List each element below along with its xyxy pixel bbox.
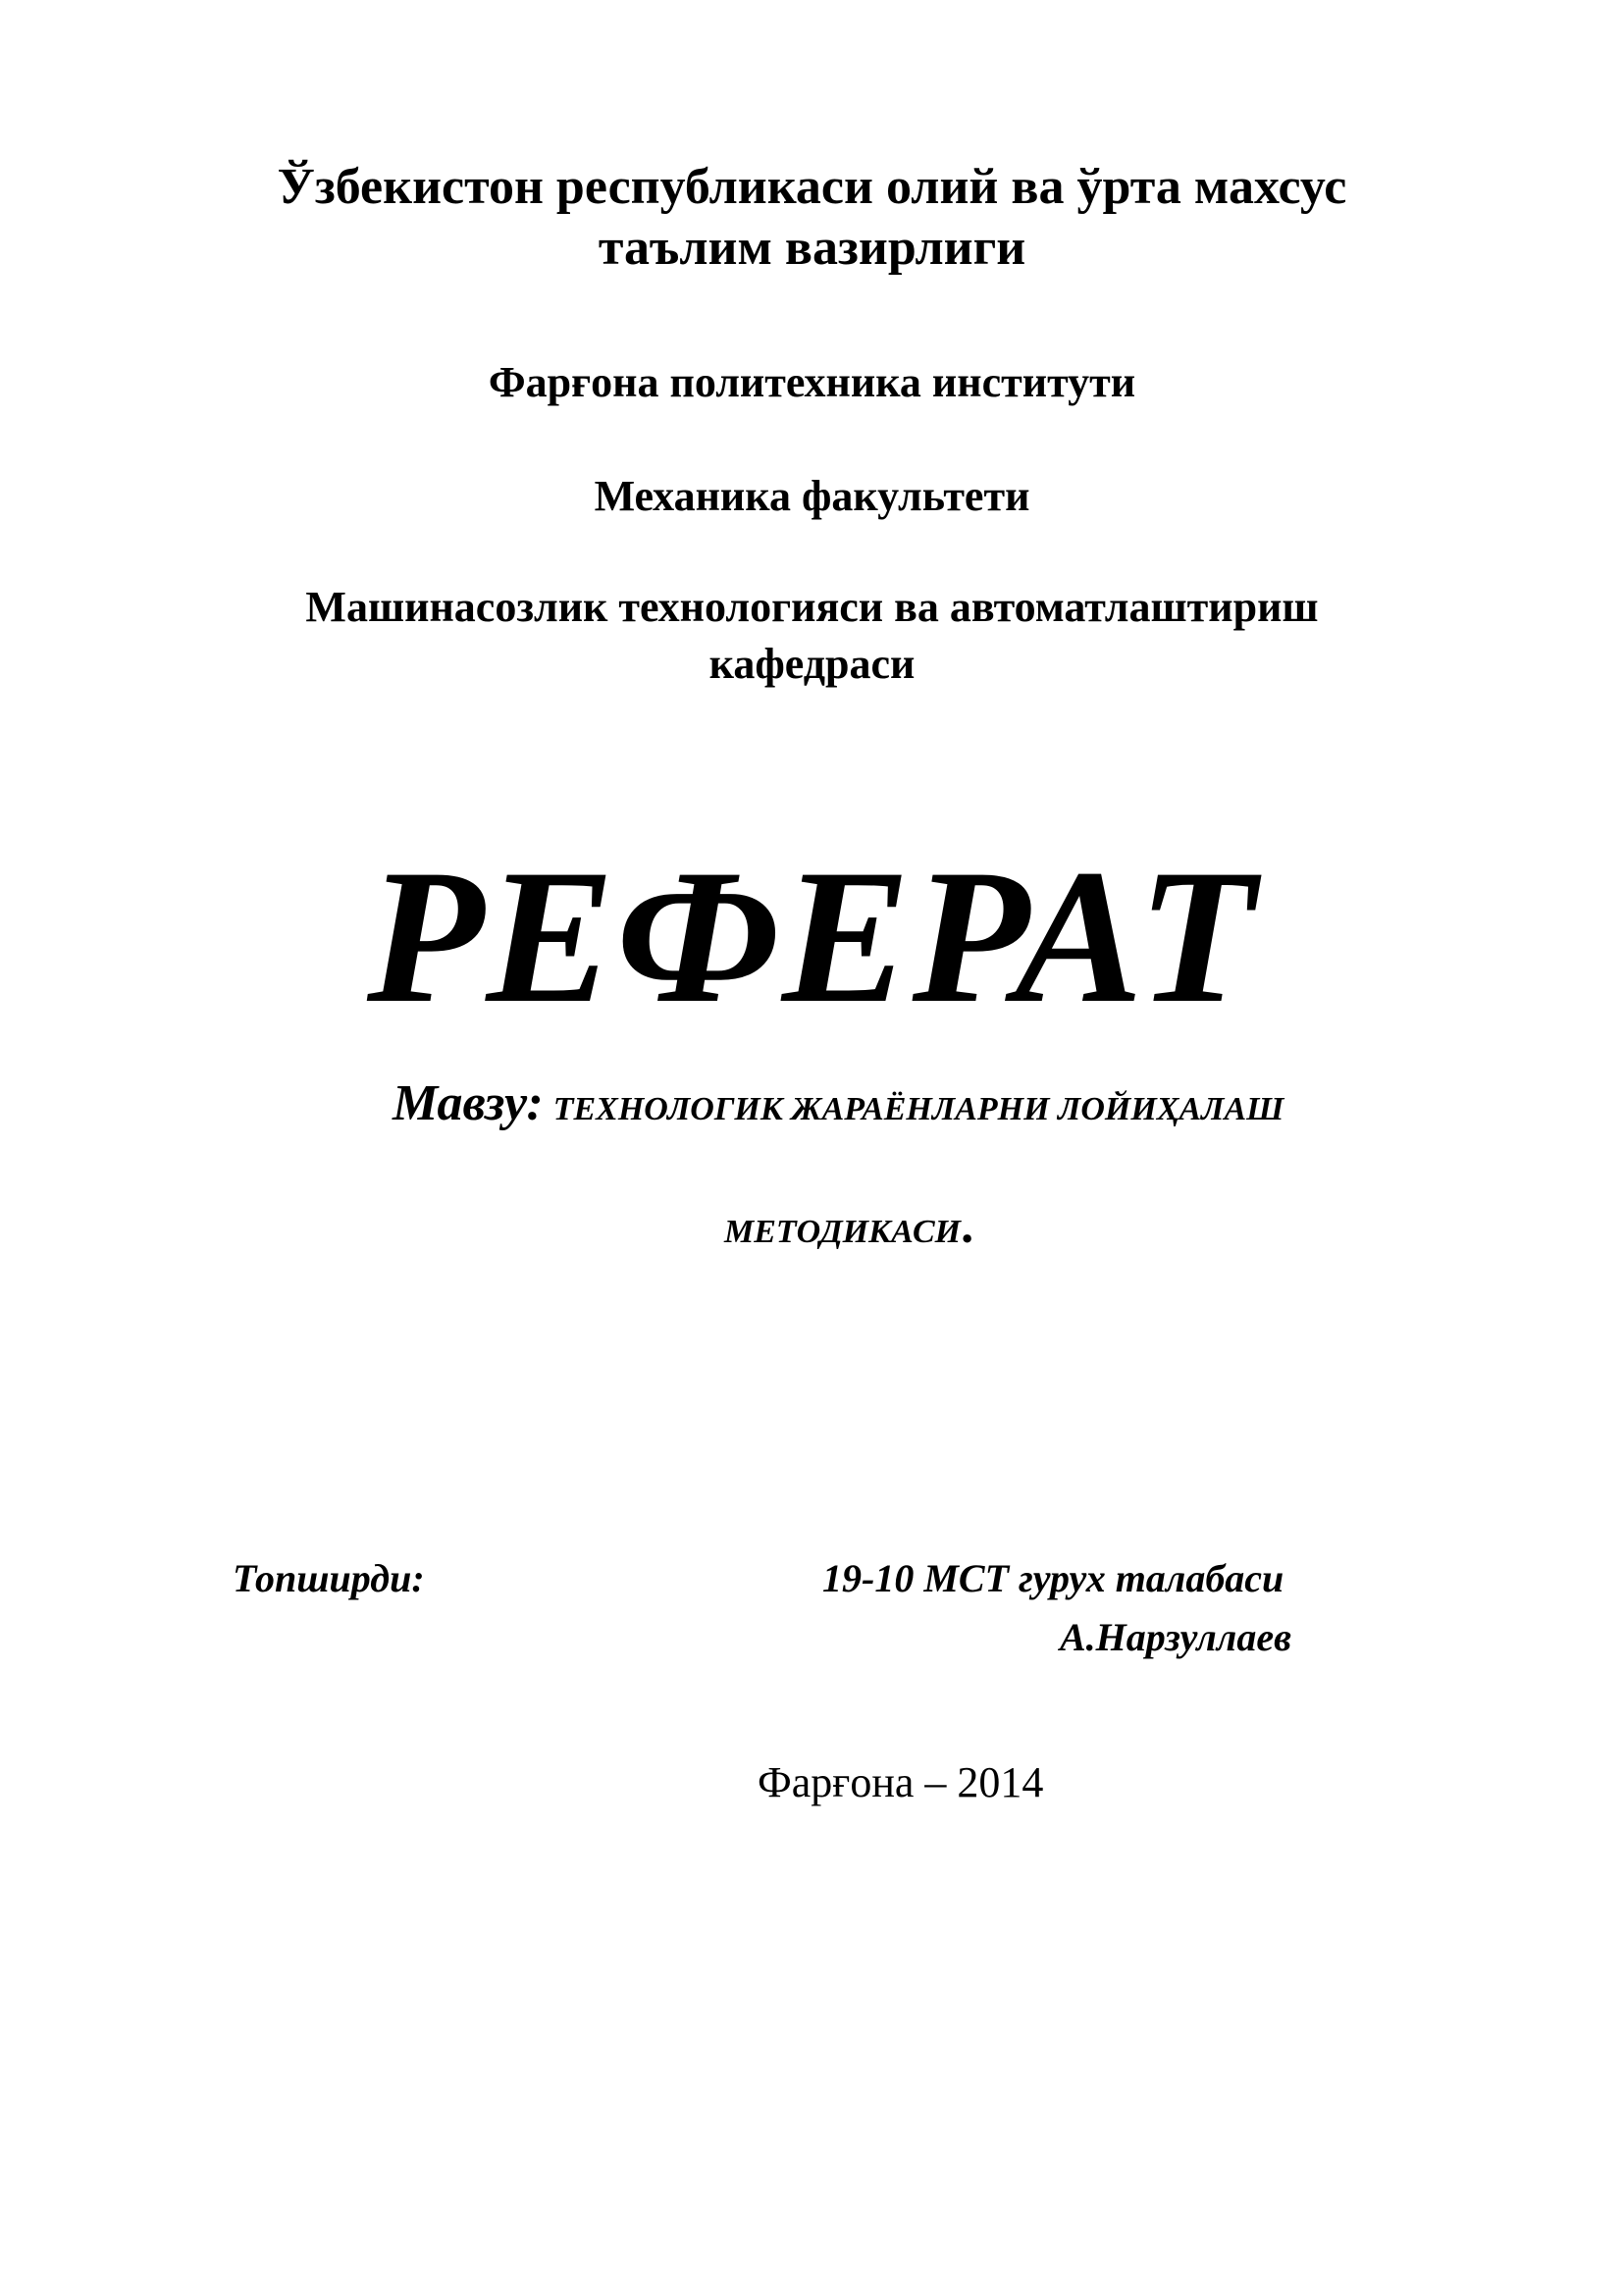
institute-name: Фарғона политехника институти (488, 358, 1136, 406)
student-group: 19-10 МСТ гурух талабаси (822, 1556, 1284, 1600)
topic-terminal-period: . (961, 1198, 974, 1254)
ministry-line-2: таълим вазирлиги (598, 220, 1026, 276)
student-name: А.Нарзуллаев (1060, 1615, 1291, 1659)
topic-label: Мавзу: (393, 1075, 544, 1131)
department-line-1: Машинасозлик технологияси ва автоматлаштириш (305, 583, 1319, 631)
department-heading (0, 579, 1624, 693)
submitted-by-label: Топширди: (233, 1556, 425, 1600)
topic-line-2 (724, 1197, 973, 1255)
topic-line-1 (393, 1074, 1283, 1132)
topic-text-line-1: ТЕХНОЛОГИК ЖАРАЁНЛАРНИ ЛОЙИҲАЛАШ (552, 1091, 1284, 1127)
ministry-heading (0, 157, 1624, 279)
ministry-line-1: Ўзбекистон республикаси олий ва ўрта махсус (277, 159, 1347, 215)
department-line-2: кафедраси (708, 640, 916, 688)
topic-text-line-2: МЕТОДИКАСИ (724, 1214, 962, 1250)
faculty-name: Механика факультети (594, 472, 1030, 520)
place-and-year: Фарғона – 2014 (758, 1758, 1044, 1806)
document-title: РЕФЕРАТ (366, 830, 1258, 1043)
